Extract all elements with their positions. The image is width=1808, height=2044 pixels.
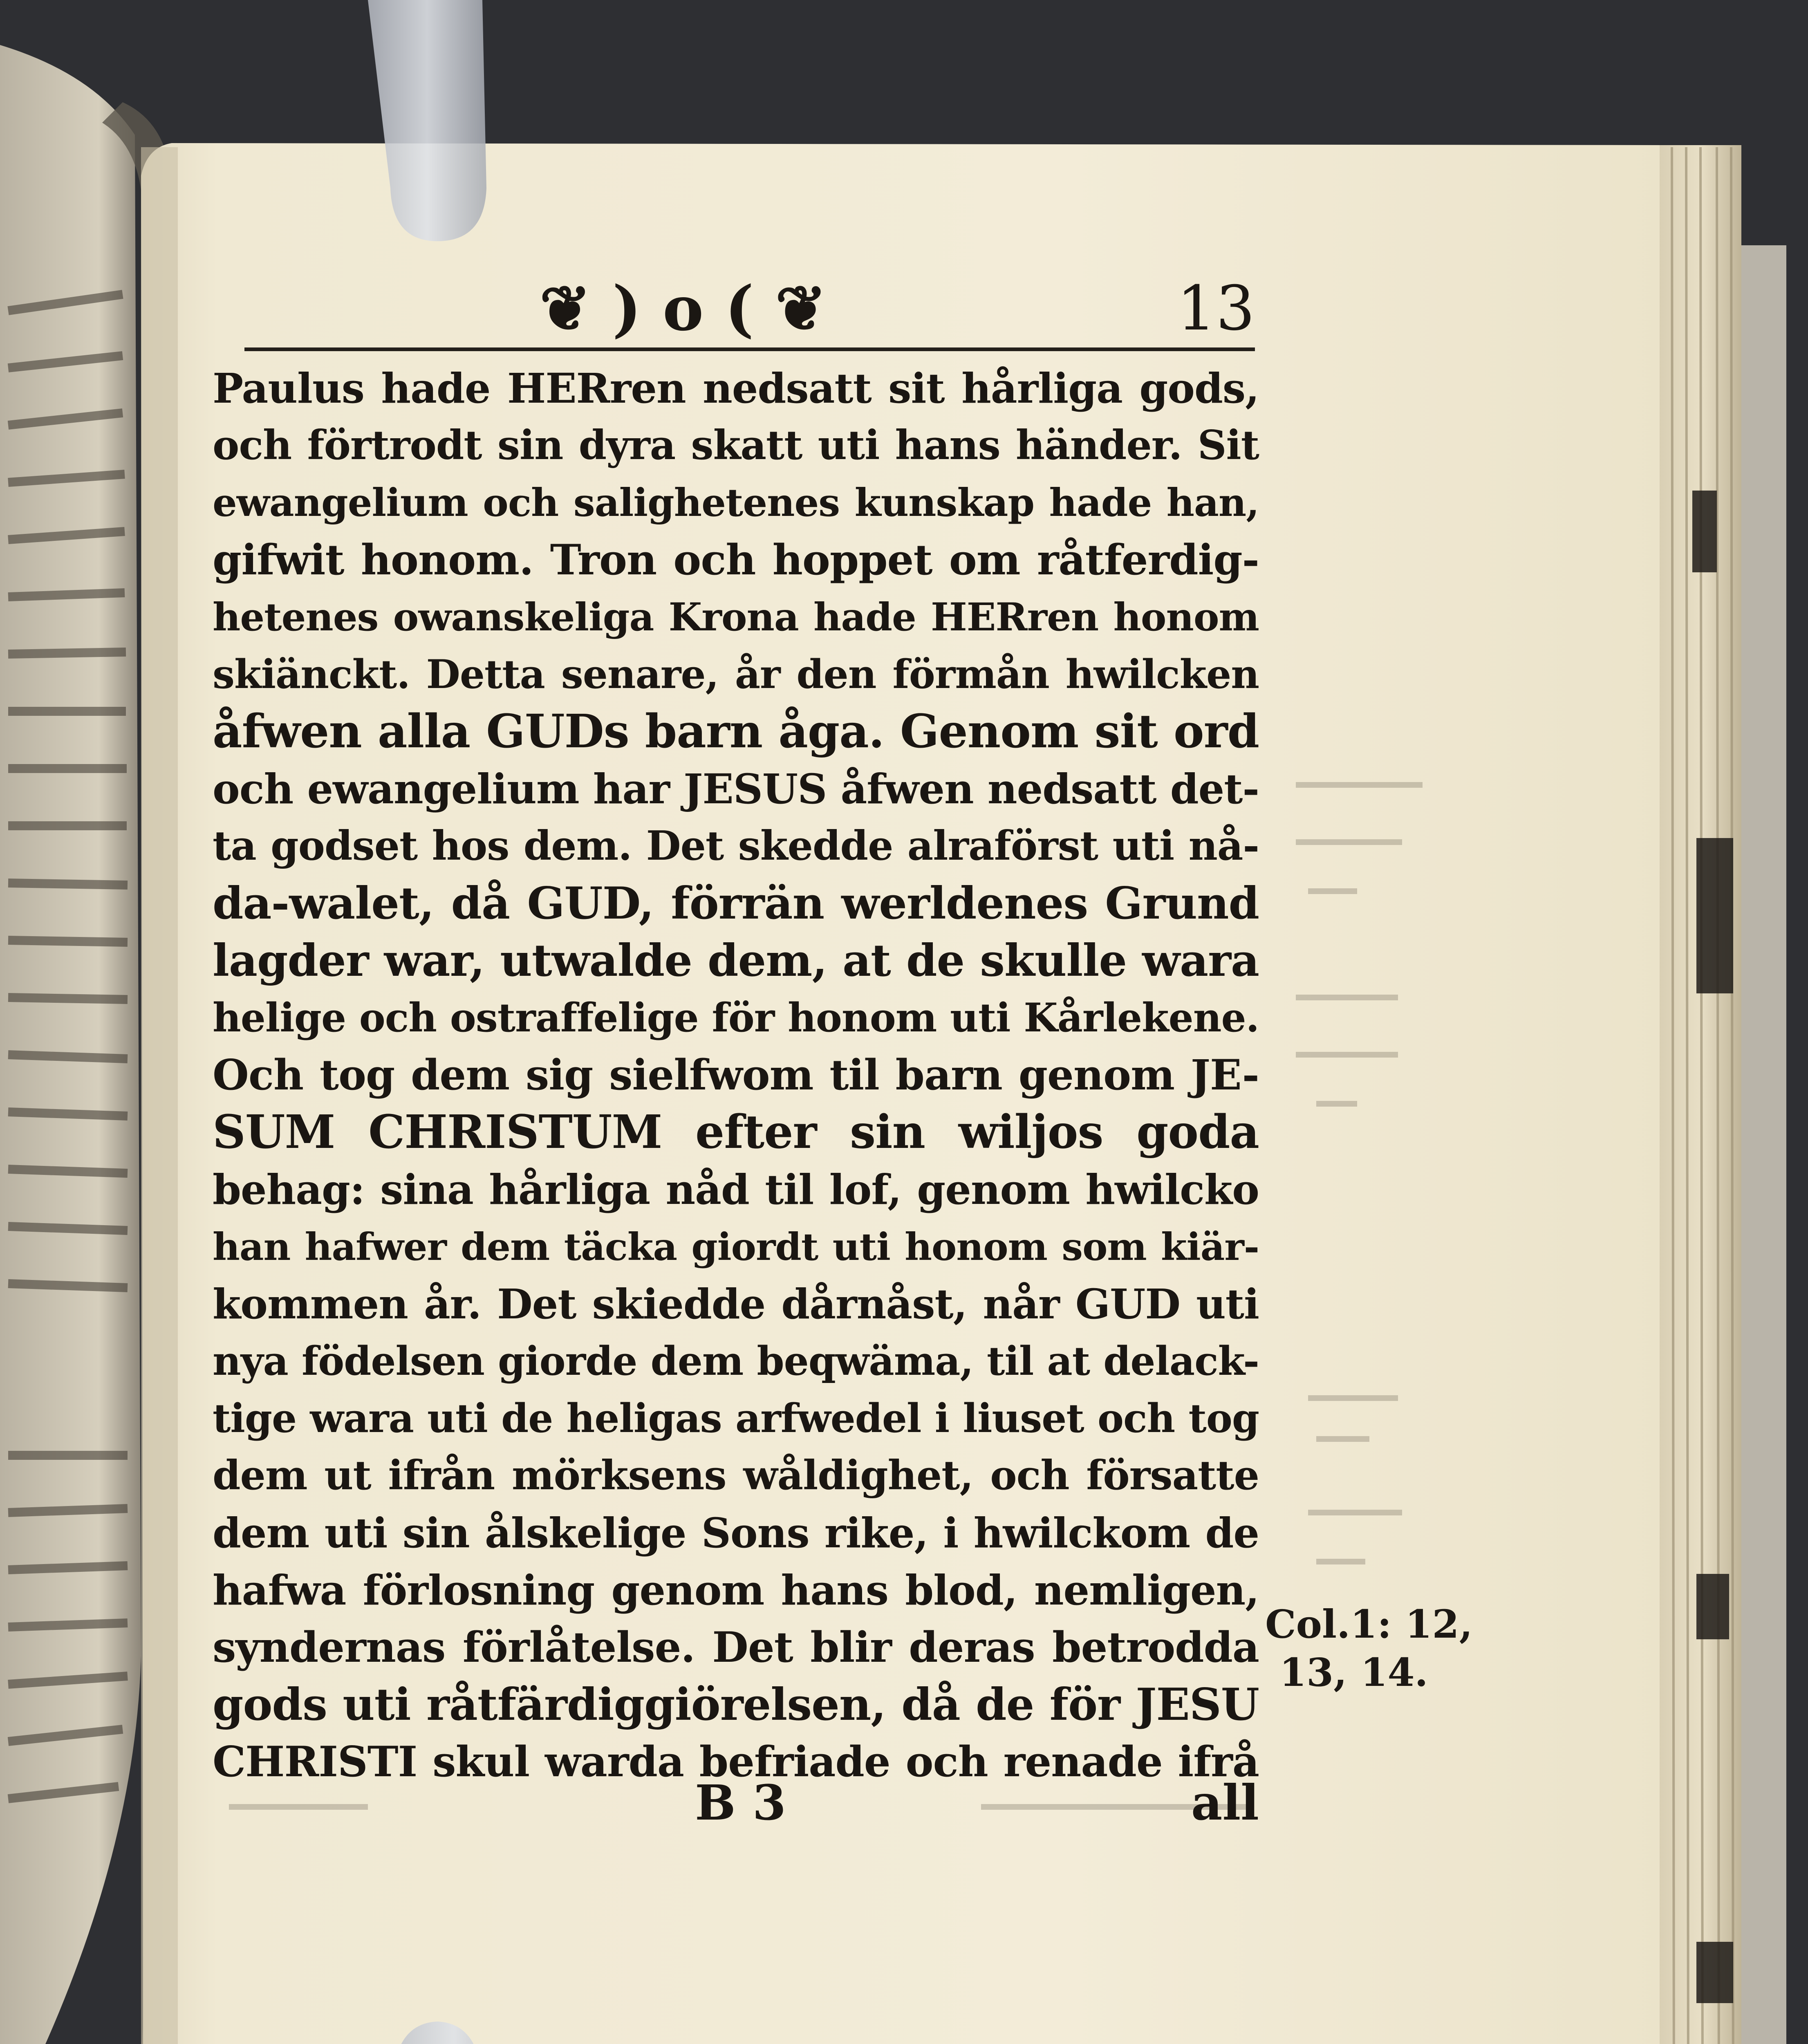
text-line: åfwen alla GUDs barn åga. Genom sit ord	[213, 705, 1259, 758]
text-line: CHRISTI skul warda befriade och renade ifrå	[213, 1737, 1259, 1786]
text-line: skiänckt. Detta senare, år den förmån hwilcken	[213, 651, 1259, 697]
page-footer	[213, 1772, 1259, 1833]
text-line: gods uti råtfärdiggiörelsen, då de för JESU	[213, 1679, 1259, 1730]
margin-note-line: 13, 14.	[1279, 1650, 1428, 1695]
text-line: dem ut ifrån mörksens wåldighet, och försatte	[213, 1452, 1259, 1499]
printer-signature: B 3	[695, 1774, 786, 1831]
margin-note-line: Col.1: 12,	[1265, 1602, 1473, 1647]
page-header	[245, 266, 1255, 360]
text-line: han hafwer dem täcka giordt uti honom som kiär-	[213, 1225, 1259, 1269]
text-line: och ewangelium har JESUS åfwen nedsatt det-	[213, 765, 1259, 813]
header-ornament: ❦ ) o ( ❦	[540, 273, 827, 345]
catchword: all	[1191, 1774, 1259, 1831]
text-line: Paulus hade HERren nedsatt sit hårliga gods,	[213, 364, 1259, 412]
text-line: hetenes owanskeliga Krona hade HERren honom	[213, 595, 1259, 640]
text-line: helige och ostraffelige för honom uti Kårlekene.	[213, 995, 1259, 1041]
text-line: lagder war, utwalde dem, at de skulle wara	[213, 935, 1259, 986]
text-line: syndernas förlåtelse. Det blir deras betrodda	[213, 1623, 1259, 1672]
text-line: dem uti sin ålskelige Sons rike, i hwilckom de	[213, 1509, 1259, 1557]
body-text	[213, 360, 1259, 1791]
text-line: da-walet, då GUD, förrän werldenes Grund	[213, 878, 1259, 929]
text-line: ta godset hos dem. Det skedde alraförst uti nå-	[213, 823, 1259, 870]
text-line: behag: sina hårliga nåd til lof, genom hwilcko	[213, 1165, 1259, 1214]
text-line: och förtrodt sin dyra skatt uti hans händer. Sit	[213, 422, 1259, 469]
back-cover-edge	[1741, 245, 1786, 2044]
text-line: hafwa förlosning genom hans blod, nemligen,	[213, 1566, 1259, 1614]
margin-note	[1265, 1600, 1473, 1699]
header-rule	[244, 347, 1255, 351]
text-line: Och tog dem sig sielfwom til barn genom JE-	[213, 1051, 1259, 1100]
gutter-shadow	[141, 147, 178, 2044]
text-line: ewangelium och salighetenes kunskap hade han,	[213, 480, 1259, 525]
text-line: tige wara uti de heligas arfwedel i liuset och tog	[213, 1395, 1259, 1441]
text-line: kommen år. Det skiedde dårnåst, når GUD uti	[213, 1280, 1259, 1328]
text-line: nya födelsen giorde dem beqwäma, til at delack-	[213, 1338, 1259, 1384]
page-number: 13	[1177, 273, 1255, 344]
text-line: gifwit honom. Tron och hoppet om råtferdig-	[213, 536, 1259, 585]
text-line: SUM CHRISTUM efter sin wiljos goda	[213, 1105, 1259, 1159]
